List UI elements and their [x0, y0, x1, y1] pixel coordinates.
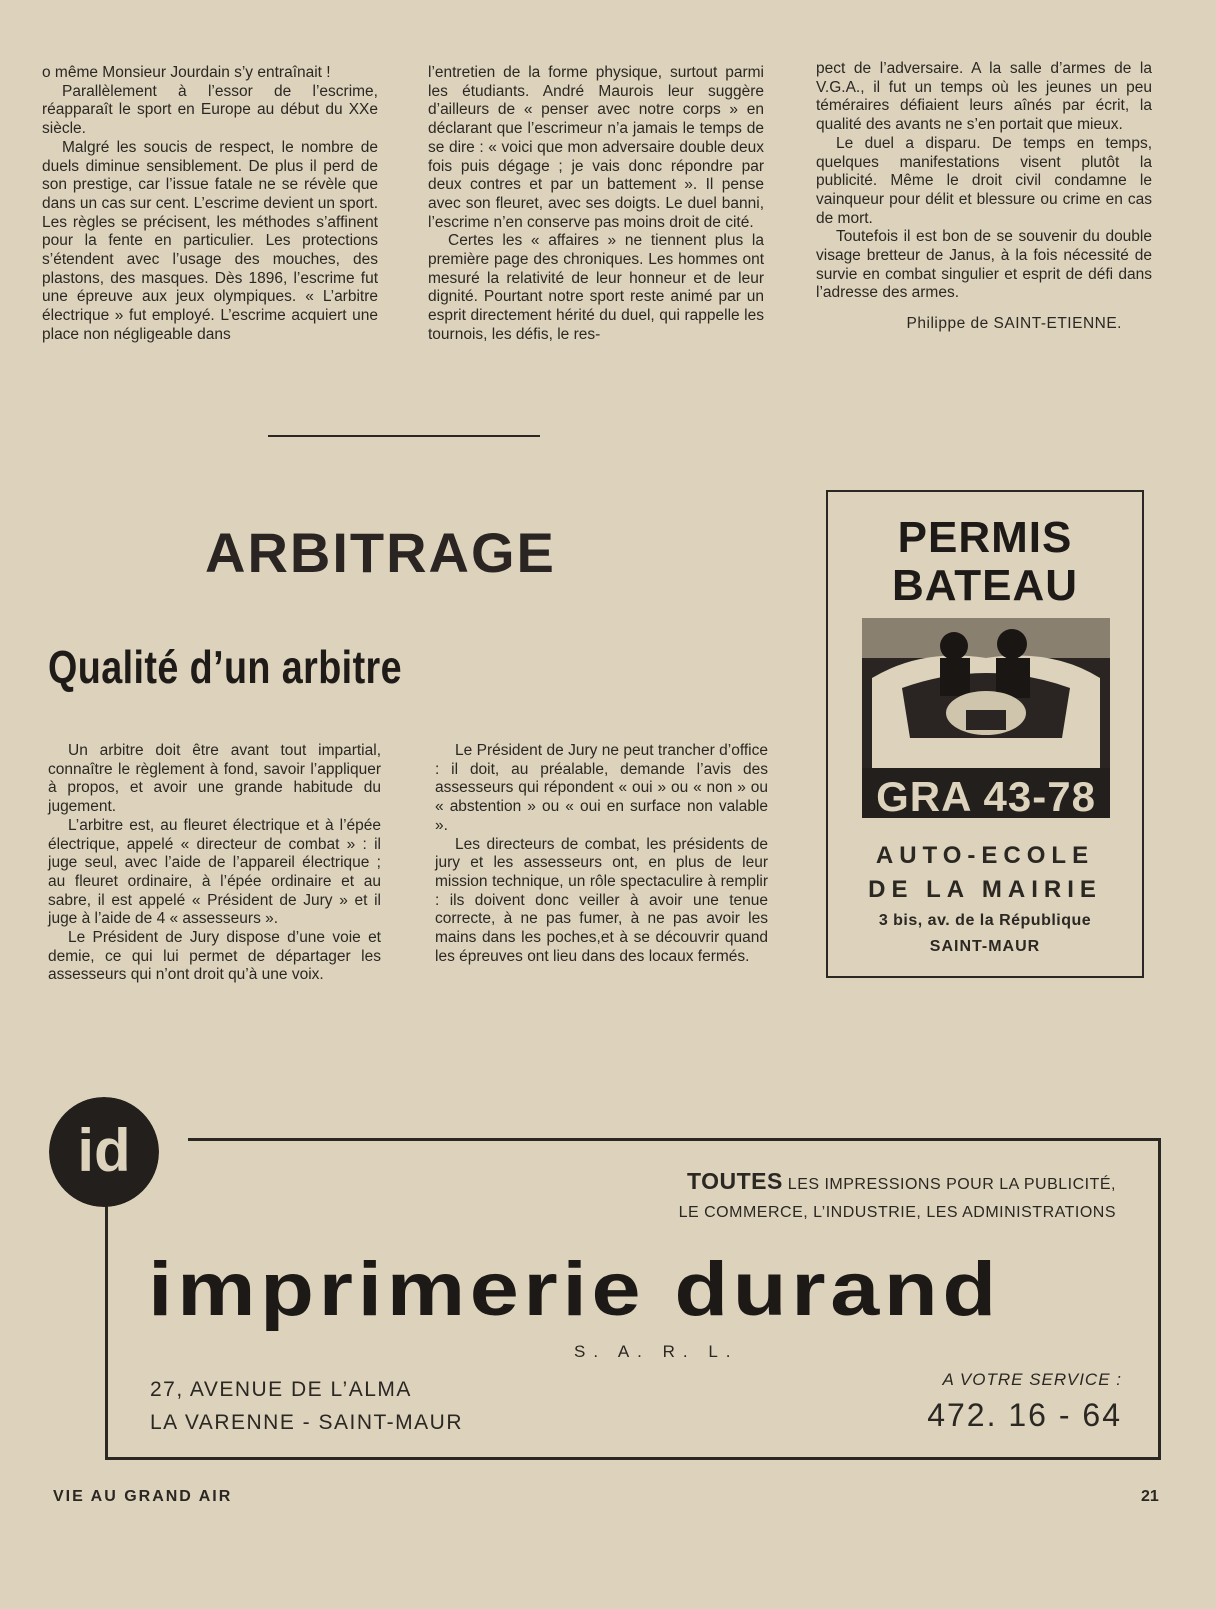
paragraph: o même Monsieur Jourdain s’y entraînait !: [42, 64, 331, 81]
page-number: 21: [1141, 1488, 1159, 1505]
permis-bateau-ad: [826, 490, 1144, 978]
paragraph: pect de l’adversaire. A la salle d’armes de la V.G.A., il fut un temps où les jeunes un peu téméraires défiaient leurs aînés par écrit, la qualité des avants ne s’en portait que mieux.: [816, 60, 1152, 134]
paragraph: Malgré les soucis de respect, le nombre de duels diminue sensiblement. De plus il perd de son prestige, car l’issue fatale ne se révèle que dans un cas sur cent. L’escrime devient un sport. Les règles se précisent, les méthodes s’affinent pour la fente en particulier. Les protections s’étendent avec l’usage des mouches, des plastons, des masques. Dès 1896, l’escrime fut une épreuve aux jeux olympiques. « L’arbitre électrique » fut employé. L’escrime acquiert une place non négligeable dans: [42, 138, 379, 343]
article-column-2: [428, 64, 764, 345]
article-column-3: [816, 60, 1152, 334]
driving-school-name: AUTO-ECOLE: [875, 842, 1095, 869]
paragraph: Parallèlement à l’essor de l’escrime, réapparaît le sport en Europe au début du XXe siècle.: [42, 82, 378, 138]
driving-school-name-line2: DE LA MAIRIE: [868, 876, 1102, 903]
paragraph: Les directeurs de combat, les présidents de jury et les assesseurs ont, en plus de leur mission technique, un rôle spectaculire à remplir : ils doivent donc veiller à avoir une tenue correcte, à ne pas fumer, à ne pas avoir les mains dans les poches,et à se découvrir quand les épreuves ont lieu dans des locaux fermés.: [435, 835, 768, 965]
ad-title: PERMIS BATEAU: [891, 513, 1079, 610]
ad-address: 3 bis, av. de la République: [878, 912, 1092, 929]
legal-form: S. A. R. L.: [574, 1342, 739, 1361]
phone-number: 472. 16 - 64: [927, 1397, 1122, 1433]
printer-name: imprimerie durand: [148, 1247, 1001, 1332]
paragraph: Un arbitre doit être avant tout impartial, connaître le règlement à fond, savoir l’appliquer à propos, et avoir une grande habitude du jugement.: [48, 742, 381, 816]
registration-plate: GRA 43-78: [876, 773, 1096, 820]
id-logo-icon: [49, 1097, 159, 1207]
svg-text:id: id: [77, 1117, 131, 1184]
paragraph: Toutefois il est bon de se souvenir du double visage bretteur de Janus, à la fois nécessité de survie en combat singulier et esprit de défi dans l’adresse des armes.: [816, 228, 1152, 302]
author-signature: Philippe de SAINT-ETIENNE.: [906, 315, 1122, 333]
paragraph: Le duel a disparu. De temps en temps, quelques manifestations visent plutôt la publicité. Même le droit civil condamne le vainqueur pour délit et blessure ou crime en cas de mort.: [816, 134, 1152, 227]
paragraph: Certes les « affaires » ne tiennent plus la première page des chroniques. Les hommes ont mesuré la relativité de leur honneur et de leur dignité. Pourtant notre sport reste animé par un esprit directement hérité du duel, qui rappelle les tournois, les défis, le res-: [428, 232, 764, 343]
section-divider: [268, 435, 540, 437]
paragraph: l’entretien de la forme physique, surtout parmi les étudiants. André Maurois leur suggère d’ailleurs de « penser avec notre corps » en déclarant que l’escrimeur n’a jamais le temps de se dire : « voici que mon adversaire double deux fois puis dégage ; je vais donc répondre par deux contres et par un battement ». Il pense avec son fleuret, avec ses doigts. Le duel banni, l’escrime n’en conserve pas moins droit de cité.: [428, 64, 764, 231]
paragraph: Le Président de Jury dispose d’une voie et demie, ce qui lui permet de départager les assesseurs qui n’ont droit qu’à une voix.: [48, 929, 381, 984]
paragraph: Le Président de Jury ne peut trancher d’office : il doit, au préalable, demande l’avis des assesseurs qui répondent « oui » ou « non » ou « abstention » ou « oui en surface non valable ».: [435, 742, 768, 834]
ad-tagline: TOUTES LES IMPRESSIONS POUR LA PUBLICITÉ, LE COMMERCE, L’INDUSTRIE, LES ADMINISTRATIONS: [678, 1168, 1116, 1221]
article-column-1: [42, 64, 378, 345]
paragraph: L’arbitre est, au fleuret électrique et à l’épée électrique, appelé « directeur de combat » : il juge seul, avec l’aide de l’appareil électrique ; au fleuret ordinaire, à l’épée ordinaire et au sabre, il est appelé « Président de Jury » et il juge à l’aide de 4 « assesseurs ».: [48, 816, 381, 928]
article-title: Qualité d’un arbitre: [48, 641, 403, 693]
publication-name: VIE AU GRAND AIR: [53, 1488, 233, 1505]
section-heading: ARBITRAGE: [205, 521, 556, 584]
service-label: A VOTRE SERVICE :: [942, 1370, 1122, 1389]
arbitrage-column-2: [435, 742, 768, 966]
printer-address-line2: LA VARENNE - SAINT-MAUR: [150, 1411, 463, 1434]
ad-city: SAINT-MAUR: [929, 938, 1041, 955]
arbitrage-column-1: [48, 742, 381, 985]
printer-address-line1: 27, AVENUE DE L’ALMA: [150, 1378, 412, 1401]
